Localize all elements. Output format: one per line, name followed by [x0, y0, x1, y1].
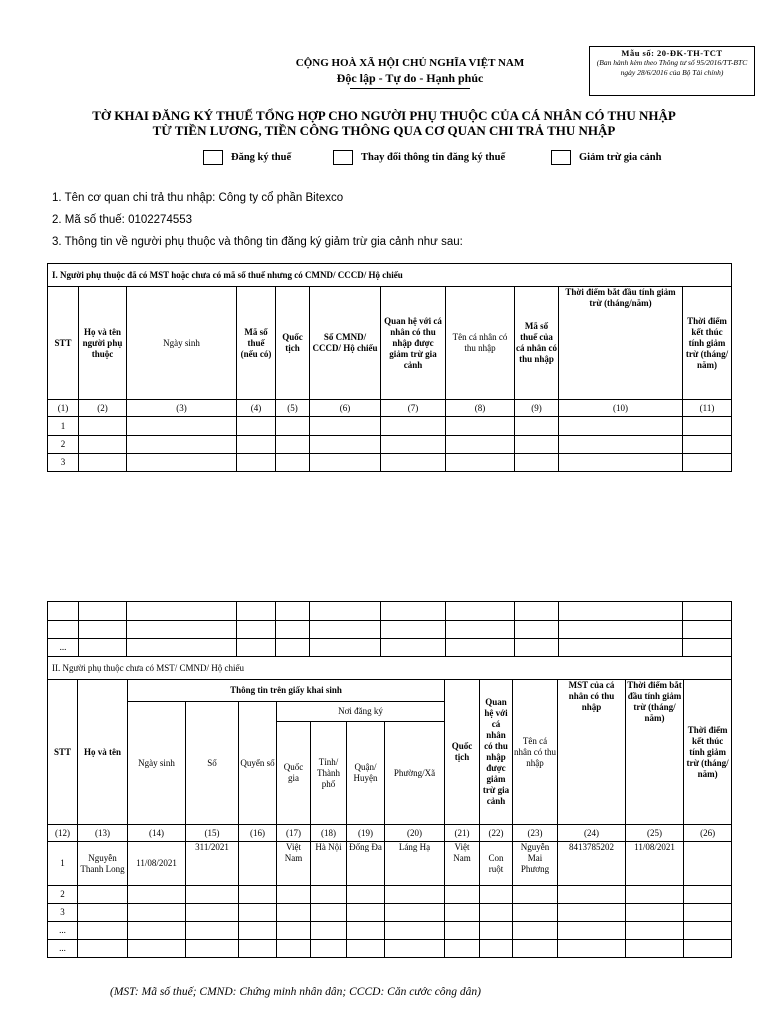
table-row — [48, 639, 732, 657]
section2-table — [47, 656, 732, 958]
col-index: (26) — [684, 825, 732, 842]
col-index: (18) — [311, 825, 347, 842]
col-header: Quốc gia — [277, 722, 311, 825]
col-index: (11) — [683, 400, 732, 417]
col-index: (7) — [381, 400, 446, 417]
row-number: ... — [48, 940, 78, 958]
col-header: Họ và tên người phụ thuộc — [79, 287, 127, 400]
dob-value: 11/08/2021 — [128, 842, 186, 886]
nationality-value: Việt Nam — [445, 842, 480, 886]
col-index: (22) — [480, 825, 513, 842]
col-index: (5) — [276, 400, 310, 417]
reg-country: Việt Nam — [277, 842, 311, 886]
col-index: (16) — [239, 825, 277, 842]
col-header: STT — [48, 287, 79, 400]
col-index: (3) — [127, 400, 237, 417]
col-header: Quận/ Huyện — [347, 722, 385, 825]
checkbox-change-info[interactable] — [333, 150, 505, 165]
birth-cert-number: 311/2021 — [186, 842, 239, 886]
col-header: Mã số thuế (nếu có) — [237, 287, 276, 400]
section1-table — [47, 263, 732, 472]
table-row — [48, 602, 732, 621]
checkbox-label: Thay đổi thông tin đăng ký thuế — [361, 152, 506, 163]
col-header: Tên cá nhân có thu nhập — [513, 680, 558, 825]
relation-value: Con ruột — [480, 842, 513, 886]
col-header: Ngày sinh — [128, 702, 186, 825]
national-header — [260, 56, 560, 89]
checkbox-family-deduction[interactable] — [551, 150, 661, 165]
row-number — [48, 602, 79, 621]
col-index: (24) — [558, 825, 626, 842]
col-header: Số — [186, 702, 239, 825]
table-row — [48, 454, 732, 472]
table-row — [48, 621, 732, 639]
row-number — [48, 621, 79, 639]
col-index: (20) — [385, 825, 445, 842]
col-header: Quan hệ với cá nhân có thu nhập được giảm trừ gia cảnh — [381, 287, 446, 400]
col-header: Thời điểm bắt đầu tính giảm trừ (tháng/ năm) — [626, 680, 684, 825]
col-header: Quốc tịch — [445, 680, 480, 825]
motto-underline — [350, 88, 470, 89]
col-header: Thời điểm kết thúc tính giảm trừ (tháng/ năm) — [684, 680, 732, 825]
col-index: (6) — [310, 400, 381, 417]
form-code: Mẫu số: 20-ĐK-TH-TCT — [621, 48, 723, 58]
national-title: CỘNG HOÀ XÃ HỘI CHỦ NGHĨA VIỆT NAM — [295, 57, 525, 69]
section2-title: II. Người phụ thuộc chưa có MST/ CMND/ Hộ chiếu — [48, 657, 732, 680]
col-index: (2) — [79, 400, 127, 417]
col-index: (10) — [559, 400, 683, 417]
checkbox-label: Giảm trừ gia cảnh — [579, 152, 662, 163]
row-number: 2 — [48, 886, 78, 904]
dependent-name: Nguyễn Thanh Long — [78, 842, 128, 886]
form-note: (Ban hành kèm theo Thông tư số 95/2016/TT-BTC ngày 28/6/2016 của Bộ Tài chính) — [596, 58, 748, 77]
col-index: (1) — [48, 400, 79, 417]
row-number: 3 — [48, 454, 79, 472]
table-row — [48, 904, 732, 922]
checkbox-box[interactable] — [203, 150, 223, 165]
birth-info-header: Thông tin trên giấy khai sinh — [128, 680, 445, 702]
birth-cert-book — [239, 842, 277, 886]
form-code-box — [589, 46, 755, 96]
row-number: ... — [48, 922, 78, 940]
checkbox-box[interactable] — [333, 150, 353, 165]
col-index: (21) — [445, 825, 480, 842]
section1-title: I. Người phụ thuộc đã có MST hoặc chưa có mã số thuế nhưng có CMND/ CCCD/ Hộ chiếu — [48, 264, 732, 287]
col-header: Ngày sinh — [127, 287, 237, 400]
table-row — [48, 842, 732, 886]
row-number: ... — [48, 639, 79, 657]
row-number: 1 — [48, 842, 78, 886]
reg-district: Đống Đa — [347, 842, 385, 886]
footnote: (MST: Mã số thuế; CMND: Chứng minh nhân dân; CCCD: Căn cước công dân) — [110, 986, 482, 998]
col-index: (25) — [626, 825, 684, 842]
col-header: Quan hệ với cá nhân có thu nhập được giảm trừ gia cảnh — [480, 680, 513, 825]
col-index: (12) — [48, 825, 78, 842]
section1-continued-table — [47, 601, 732, 657]
form-title-line2: TỪ TIỀN LƯƠNG, TIỀN CÔNG THÔNG QUA CƠ QUAN CHI TRẢ THU NHẬP — [152, 123, 616, 138]
col-index: (8) — [446, 400, 515, 417]
col-index: (19) — [347, 825, 385, 842]
dependents-intro-line: 3. Thông tin về người phụ thuộc và thông tin đăng ký giảm trừ gia cảnh như sau: — [52, 236, 463, 248]
checkbox-label: Đăng ký thuế — [231, 152, 292, 163]
col-header: Quyển số — [239, 702, 277, 825]
col-header: Số CMND/ CCCD/ Hộ chiếu — [310, 287, 381, 400]
col-index: (13) — [78, 825, 128, 842]
reg-ward: Láng Hạ — [385, 842, 445, 886]
checkbox-tax-registration[interactable] — [203, 150, 291, 165]
col-header: STT — [48, 680, 78, 825]
table-row — [48, 417, 732, 436]
col-header: Họ và tên — [78, 680, 128, 825]
table-row — [48, 922, 732, 940]
earner-name-value: Nguyễn Mai Phương — [513, 842, 558, 886]
col-index: (9) — [515, 400, 559, 417]
row-number: 2 — [48, 436, 79, 454]
earner-mst-value: 8413785202 — [558, 842, 626, 886]
payer-name-line: 1. Tên cơ quan chi trả thu nhập: Công ty cổ phần Bitexco — [52, 192, 344, 204]
reg-place-header: Nơi đăng ký — [277, 702, 445, 722]
form-title-line1: TỜ KHAI ĐĂNG KÝ THUẾ TỔNG HỢP CHO NGƯỜI PHỤ THUỘC CỦA CÁ NHÂN CÓ THU NHẬP — [92, 108, 676, 123]
col-index: (17) — [277, 825, 311, 842]
col-header: Thời điểm bắt đầu tính giảm trừ (tháng/năm) — [559, 287, 683, 400]
end-date-value — [684, 842, 732, 886]
reg-province: Hà Nội — [311, 842, 347, 886]
col-header: Phường/Xã — [385, 722, 445, 825]
col-header: Tỉnh/ Thành phố — [311, 722, 347, 825]
table-row — [48, 436, 732, 454]
col-index: (15) — [186, 825, 239, 842]
form-title — [60, 108, 708, 138]
col-index: (14) — [128, 825, 186, 842]
table-row — [48, 940, 732, 958]
col-header: Tên cá nhân có thu nhập — [446, 287, 515, 400]
start-date-value: 11/08/2021 — [626, 842, 684, 886]
row-number: 1 — [48, 417, 79, 436]
motto: Độc lập - Tự do - Hạnh phúc — [336, 71, 484, 85]
row-number: 3 — [48, 904, 78, 922]
col-index: (4) — [237, 400, 276, 417]
col-header: Mã số thuế của cá nhân có thu nhập — [515, 287, 559, 400]
col-header: Quốc tịch — [276, 287, 310, 400]
table-row — [48, 886, 732, 904]
payer-tax-code-line: 2. Mã số thuế: 0102274553 — [52, 214, 193, 226]
col-index: (23) — [513, 825, 558, 842]
col-header: Thời điểm kết thúc tính giảm trừ (tháng/ năm) — [683, 287, 732, 400]
checkbox-box[interactable] — [551, 150, 571, 165]
col-header: MST của cá nhân có thu nhập — [558, 680, 626, 825]
